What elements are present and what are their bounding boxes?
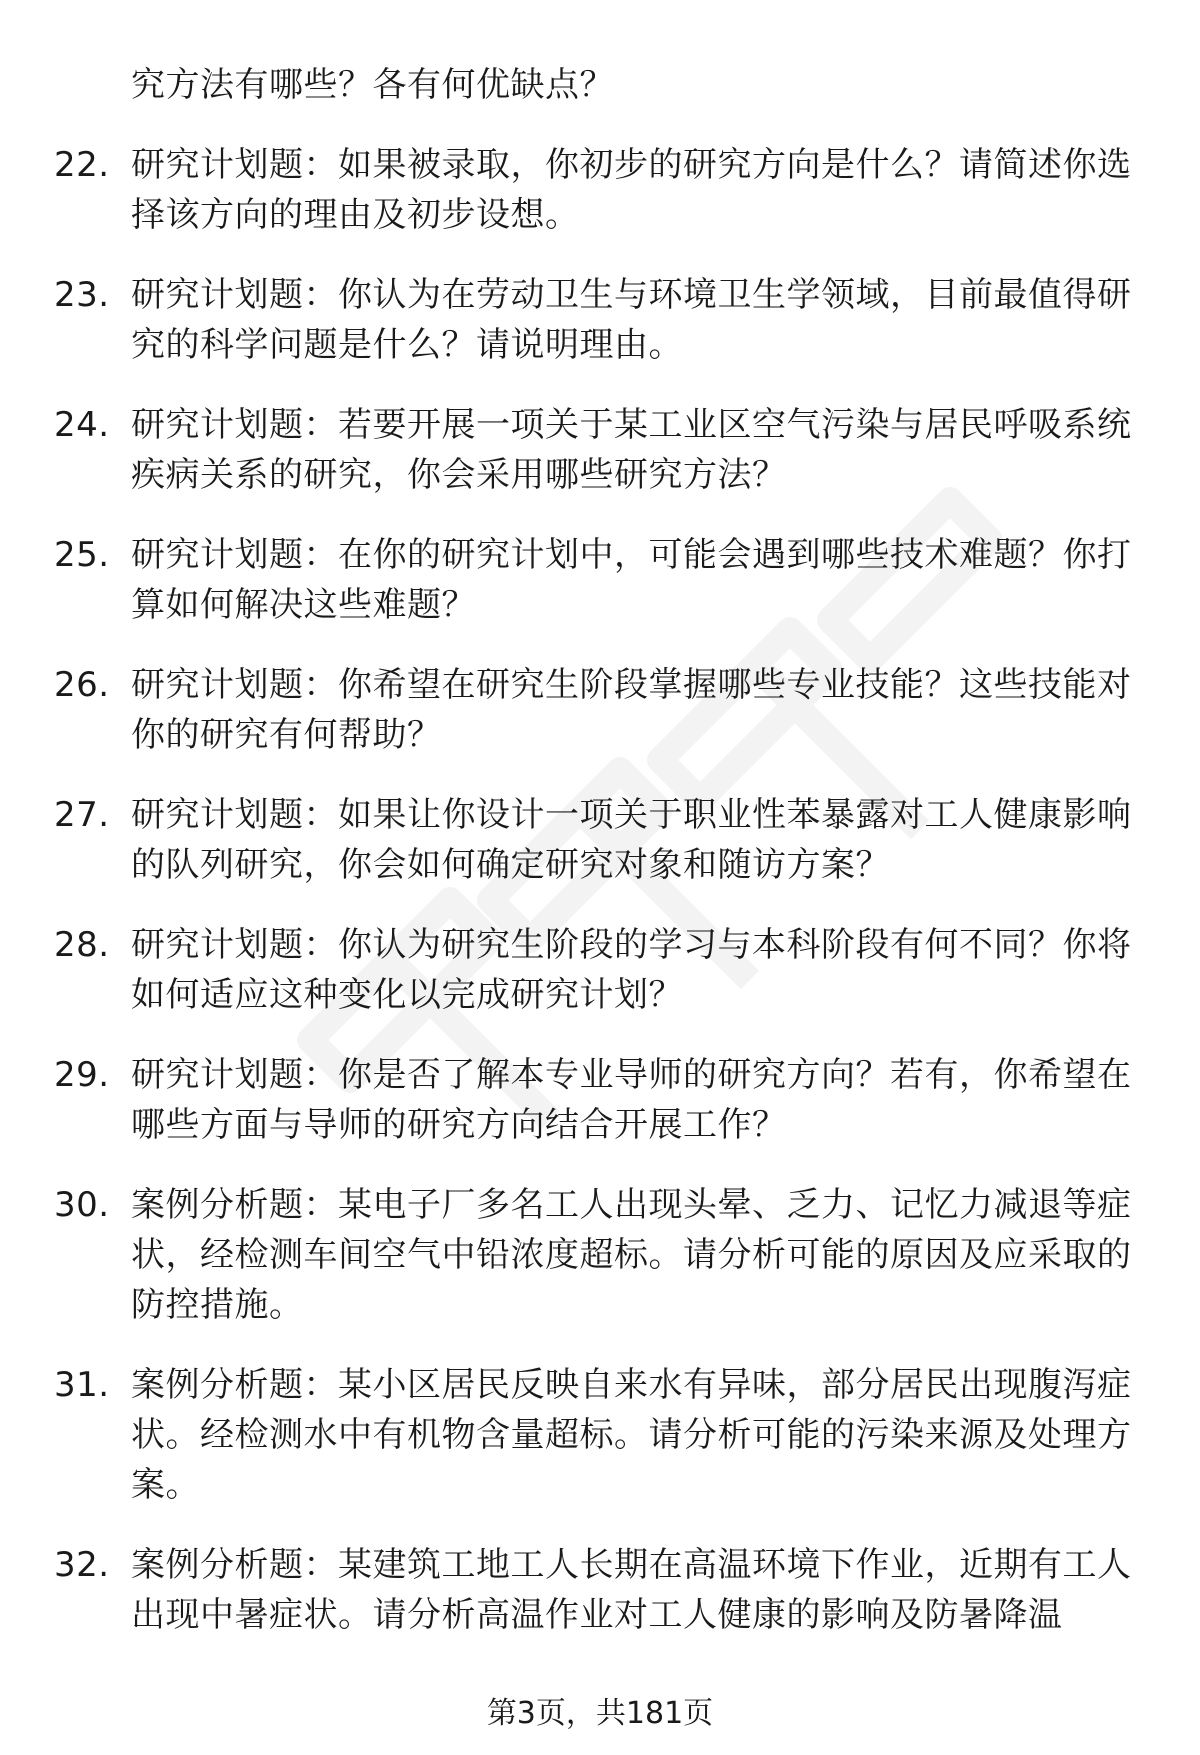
question-text: 研究计划题：如果让你设计一项关于职业性苯暴露对工人健康影响的队列研究，你会如何确定研究对象和随访方案？ [131,795,1132,885]
question-number: 22. [54,145,110,185]
question-text: 研究计划题：若要开展一项关于某工业区空气污染与居民呼吸系统疾病关系的研究，你会采用哪些研究方法？ [131,405,1132,495]
question-text: 研究计划题：在你的研究计划中，可能会遇到哪些技术难题？你打算如何解决这些难题？ [131,535,1132,625]
question-number: 30. [54,1185,110,1225]
question-text: 研究计划题：你认为研究生阶段的学习与本科阶段有何不同？你将如何适应这种变化以完成研究计划？ [131,925,1132,1015]
page-footer: 第3页，共181页 [486,1696,714,1731]
question-text: 研究计划题：你认为在劳动卫生与环境卫生学领域，目前最值得研究的科学问题是什么？请说明理由。 [131,275,1132,365]
question-item [0,1540,1141,1640]
question-item [0,400,1141,500]
question-item [0,790,1141,890]
question-item [0,530,1141,630]
question-item [0,270,1141,370]
question-text: 研究计划题：你希望在研究生阶段掌握哪些专业技能？这些技能对你的研究有何帮助？ [131,665,1132,755]
question-item [0,660,1141,760]
question-item [0,1360,1141,1510]
question-number: 32. [54,1545,110,1585]
question-number: 31. [54,1365,110,1405]
question-text: 研究计划题：如果被录取，你初步的研究方向是什么？请简述你选择该方向的理由及初步设想。 [131,145,1132,235]
question-number: 29. [54,1055,110,1095]
question-item [0,140,1141,240]
question-number: 25. [54,535,110,575]
question-item [0,1050,1141,1150]
question-number: 24. [54,405,110,445]
question-number: 27. [54,795,110,835]
question-list [0,140,1200,1670]
question-item [0,1180,1141,1330]
question-number: 28. [54,925,110,965]
question-text: 案例分析题：某小区居民反映自来水有异味，部分居民出现腹泻症状。经检测水中有机物含量超标。请分析可能的污染来源及处理方案。 [131,1365,1132,1505]
question-text: 案例分析题：某电子厂多名工人出现头晕、乏力、记忆力减退等症状，经检测车间空气中铅浓度超标。请分析可能的原因及应采取的防控措施。 [131,1185,1132,1325]
question-number: 26. [54,665,110,705]
question-number: 23. [54,275,110,315]
continuation-text: 究方法有哪些？各有何优缺点？ [131,65,614,105]
question-text: 案例分析题：某建筑工地工人长期在高温环境下作业，近期有工人出现中暑症状。请分析高温作业对工人健康的影响及防暑降温 [131,1545,1132,1635]
question-text: 研究计划题：你是否了解本专业导师的研究方向？若有，你希望在哪些方面与导师的研究方向结合开展工作？ [131,1055,1132,1145]
question-item [0,920,1141,1020]
